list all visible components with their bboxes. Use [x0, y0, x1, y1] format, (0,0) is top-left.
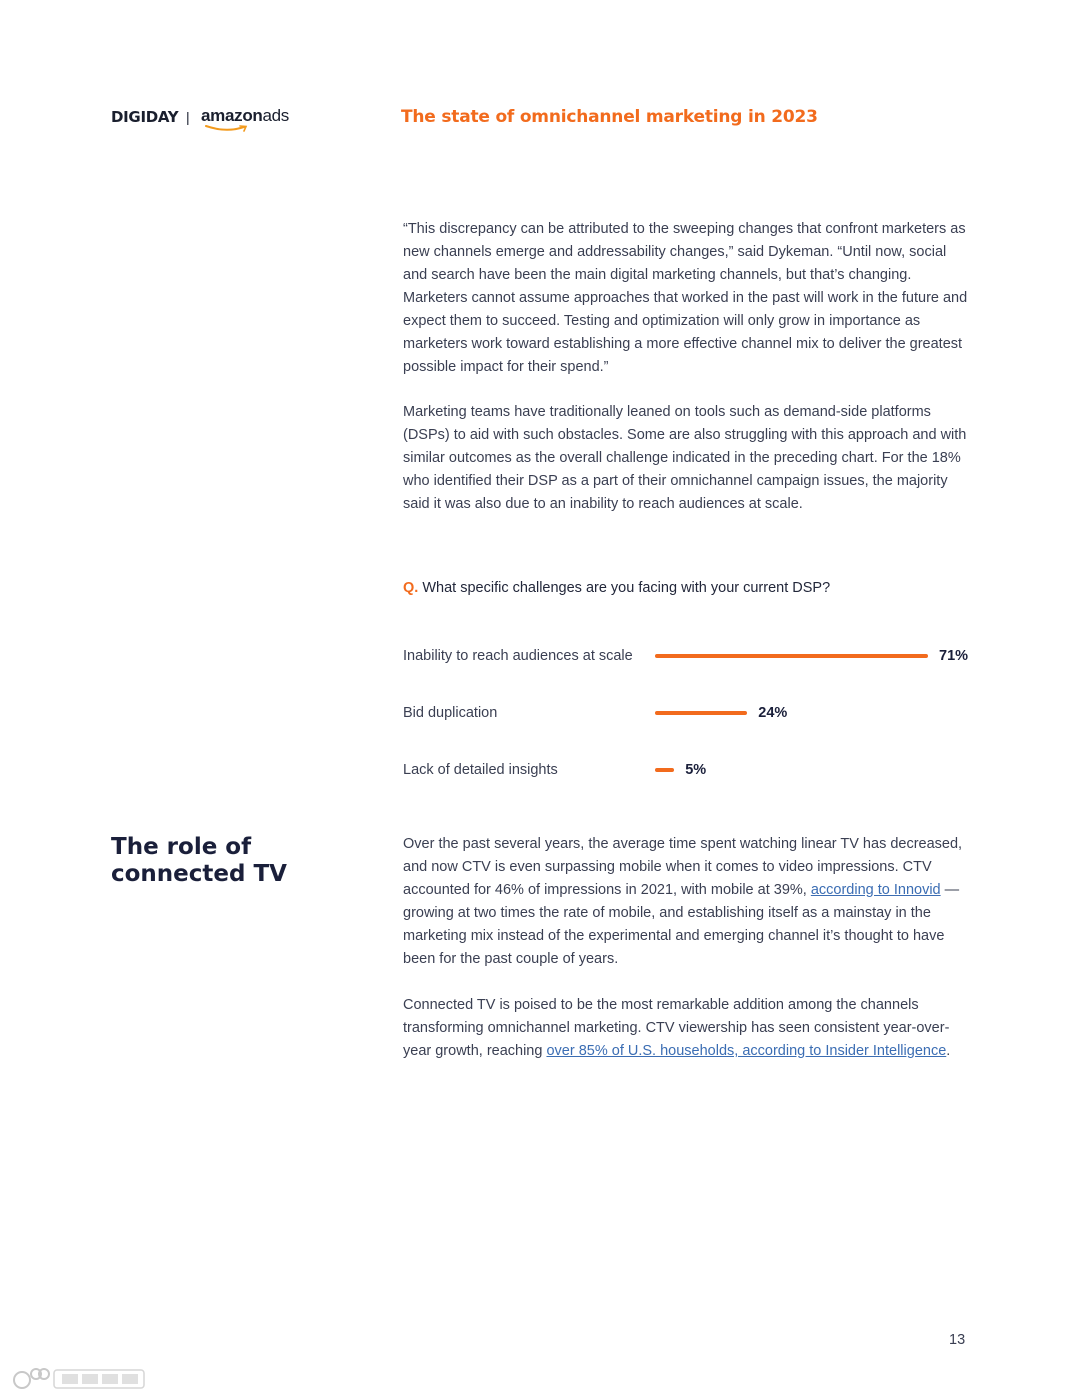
- ctv-text-end: — growing at two times the rate of mobile, and establishing itself as a mainstay in the marketing mix instead of the experimental and emerging channel it’s thought to have been for the past couple of years.: [403, 882, 960, 967]
- ctv-text-start: Over the past several years, the average time spent watching linear TV has decreased, and now CTV is even surpassing mobile when it comes to video impressions. CTV accounted for 46% of impressions in 2021, with mobile at 39%,: [403, 836, 963, 898]
- quote-paragraph: “This discrepancy can be attributed to the sweeping changes that confront marketers as new channels emerge and addressability changes,” said Dykeman. “Until now, social and search have been the main digital marketing channels, but that’s changing. Marketers cannot assume approaches that worked in the past will work in the future and expect them to succeed. Testing and optimization will only grow in importance as marketers work toward establishing a more effective channel mix to deliver the greatest possible impact for their spend.”: [403, 221, 968, 375]
- bar-track: [655, 654, 928, 658]
- logo-separator: |: [186, 109, 190, 125]
- bar-value-label: 5%: [685, 762, 707, 778]
- page-number: 13: [949, 1332, 966, 1348]
- survey-question: [403, 580, 830, 596]
- insider-intelligence-link[interactable]: over 85% of U.S. households, according to Insider Intelligence: [546, 1043, 947, 1059]
- digiday-logo: DIGIDAY: [111, 108, 179, 126]
- bar-track: [655, 711, 928, 715]
- amazon-smile-icon: [204, 124, 252, 132]
- amazon-logo-word: amazon: [201, 106, 263, 125]
- report-title: The state of omnichannel marketing in 2023: [401, 107, 818, 127]
- question-prefix: Q.: [403, 580, 419, 596]
- bar-row: [403, 758, 1003, 782]
- bar-fill: [655, 711, 747, 715]
- bar-row: [403, 701, 1003, 725]
- bar-label: Inability to reach audiences at scale: [403, 648, 633, 664]
- bar-fill: [655, 654, 928, 658]
- bar-fill: [655, 768, 674, 772]
- ctv-paragraph: [403, 833, 973, 971]
- section-heading: The role of connected TV: [111, 834, 287, 887]
- amazon-ads-logo: [201, 106, 289, 126]
- bar-value-label: 24%: [758, 705, 788, 721]
- dsp-paragraph: Marketing teams have traditionally leaned on tools such as demand-side platforms (DSPs) to aid with such obstacles. Some are also struggling with this approach and with similar outcomes as the overall challenge indicated in the preceding chart. For the 18% who identified their DSP as a part of their omnichannel campaign issues, the majority said it was also due to an inability to reach audiences at scale.: [403, 404, 967, 512]
- ctv-growth-paragraph: [403, 994, 973, 1063]
- ads-logo-word: ads: [262, 106, 290, 125]
- bar-label: Lack of detailed insights: [403, 762, 558, 778]
- ctv-growth-text-end: .: [946, 1043, 951, 1059]
- bar-value-label: 71%: [939, 648, 969, 664]
- bar-row: [403, 644, 1003, 668]
- innovid-link[interactable]: according to Innovid: [810, 882, 941, 898]
- question-text: What specific challenges are you facing with your current DSP?: [422, 580, 831, 596]
- ctv-growth-text-start: Connected TV is poised to be the most remarkable addition among the channels transforming omnichannel marketing. CTV viewership has seen consistent year-over-year growth, reaching: [403, 997, 950, 1059]
- watermark-logo-icon: [10, 1364, 150, 1392]
- bar-label: Bid duplication: [403, 705, 498, 721]
